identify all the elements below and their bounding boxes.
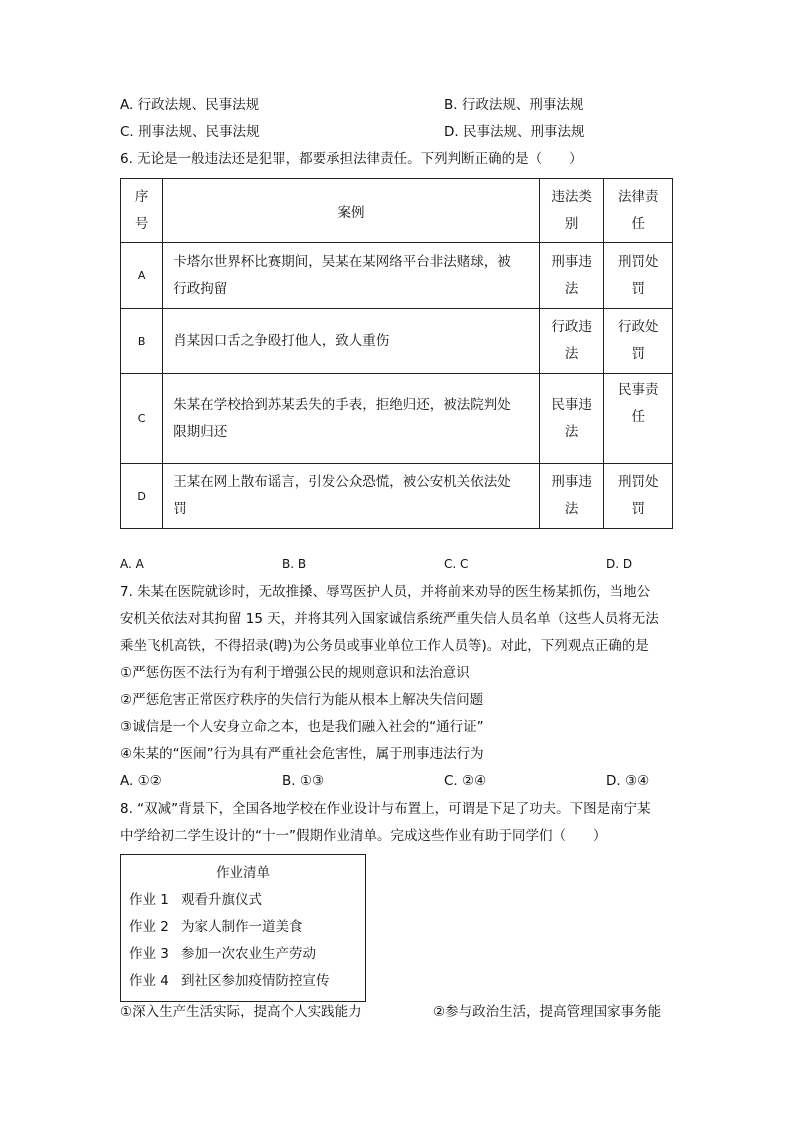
row-no: D [121, 464, 163, 529]
row-type: 刑事违 法 [539, 243, 604, 309]
homework-list-title: 作业清单 [216, 865, 270, 881]
q5-option-c: C. 刑事法规、民事法规 [120, 124, 260, 140]
header-no: 序 号 [121, 179, 163, 243]
q6-table [120, 178, 673, 529]
header-responsibility: 法律责 任 [604, 179, 673, 243]
row-case: 卡塔尔世界杯比赛期间，吴某在某网络平台非法赌球，被 行政拘留 [163, 243, 540, 309]
row-no: A [121, 243, 163, 309]
row-responsibility: 民事责 任 [604, 374, 673, 464]
q6-option-a: A. A [120, 557, 144, 571]
q8-stem-line2: 中学给初二学生设计的“十一”假期作业清单。完成这些作业有助于同学们（ ） [120, 828, 607, 844]
table-row [121, 309, 673, 374]
row-case: 朱某在学校拾到苏某丢失的手表，拒绝归还，被法院判处 限期归还 [163, 374, 540, 464]
q7-stem-line1: 7. 朱某在医院就诊时，无故推搡、辱骂医护人员，并将前来劝导的医生杨某抓伤，当地公 [120, 584, 651, 600]
table-row [121, 243, 673, 309]
q6-option-d: D. D [606, 557, 633, 571]
q7-statement-2: ②严惩危害正常医疗秩序的失信行为能从根本上解决失信问题 [120, 692, 484, 708]
q7-stem-line2: 安机关依法对其拘留 15 天，并将其列入国家诚信系统严重失信人员名单（这些人员将无法 [120, 611, 659, 627]
table-row [121, 464, 673, 529]
homework-item: 作业 4 到社区参加疫情防控宣传 [129, 973, 330, 989]
homework-item: 作业 3 参加一次农业生产劳动 [129, 946, 316, 962]
row-case: 肖某因口舌之争殴打他人，致人重伤 [163, 309, 540, 374]
q7-statement-1: ①严惩伤医不法行为有利于增强公民的规则意识和法治意识 [120, 665, 470, 681]
header-type: 违法类 别 [539, 179, 604, 243]
row-type: 刑事违 法 [539, 464, 604, 529]
q7-option-a: A. ①② [120, 773, 162, 789]
q7-option-c: C. ②④ [444, 773, 487, 789]
q6-option-c: C. C [444, 557, 469, 571]
q5-option-d: D. 民事法规、刑事法规 [444, 124, 585, 140]
header-case: 案例 [163, 179, 540, 243]
row-no: C [121, 374, 163, 464]
q8-option-1: ①深入生产生活实际，提高个人实践能力 [120, 1004, 362, 1020]
homework-list-box [120, 854, 366, 1002]
q5-option-b: B. 行政法规、刑事法规 [444, 97, 584, 113]
table-row [121, 374, 673, 464]
row-responsibility: 行政处 罚 [604, 309, 673, 374]
q7-statement-3: ③诚信是一个人安身立命之本，也是我们融入社会的“通行证” [120, 719, 484, 735]
row-type: 民事违 法 [539, 374, 604, 464]
q7-statement-4: ④朱某的“医闹”行为具有严重社会危害性，属于刑事违法行为 [120, 746, 484, 762]
q8-option-2: ②参与政治生活，提高管理国家事务能 [433, 1004, 662, 1020]
q6-stem: 6. 无论是一般违法还是犯罪，都要承担法律责任。下列判断正确的是（ ） [120, 151, 583, 167]
table-header-row [121, 179, 673, 243]
homework-item: 作业 1 观看升旗仪式 [129, 892, 262, 908]
q6-option-b: B. B [282, 557, 307, 571]
row-no: B [121, 309, 163, 374]
row-responsibility: 刑罚处 罚 [604, 243, 673, 309]
row-case: 王某在网上散布谣言，引发公众恐慌，被公安机关依法处 罚 [163, 464, 540, 529]
q5-option-a: A. 行政法规、民事法规 [120, 97, 260, 113]
q7-option-b: B. ①③ [282, 773, 325, 789]
row-responsibility: 刑罚处 罚 [604, 464, 673, 529]
q7-stem-line3: 乘坐飞机高铁，不得招录(聘)为公务员或事业单位工作人员等)。对此，下列观点正确的是 [120, 638, 649, 654]
q8-stem-line1: 8. “双减”背景下，全国各地学校在作业设计与布置上，可谓是下足了功夫。下图是南宁某 [120, 801, 651, 817]
q7-option-d: D. ③④ [606, 773, 650, 789]
row-type: 行政违 法 [539, 309, 604, 374]
homework-item: 作业 2 为家人制作一道美食 [129, 919, 303, 935]
